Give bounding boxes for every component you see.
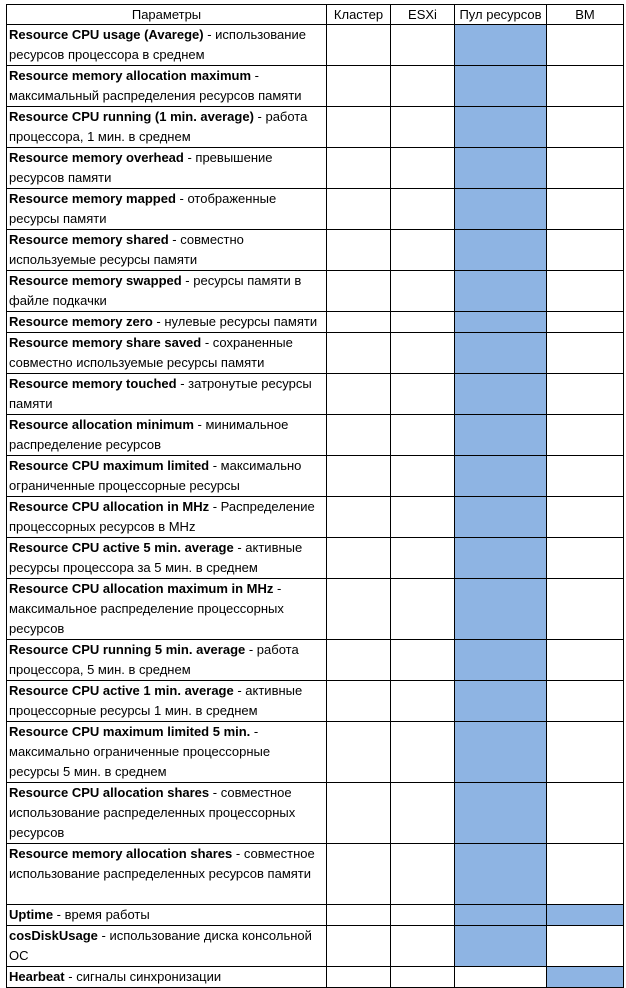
parameter-description: - работа процессора, 1 мин. в среднем <box>9 109 308 144</box>
parameter-name: Resource memory mapped <box>9 191 176 206</box>
resource-pool-cell <box>455 640 547 681</box>
parameter-cell <box>7 66 327 107</box>
resource-pool-cell <box>455 415 547 456</box>
resource-pool-cell <box>455 722 547 783</box>
table-row <box>7 722 624 783</box>
parameter-cell <box>7 538 327 579</box>
parameter-description: - превышение ресурсов памяти <box>9 150 273 185</box>
cluster-cell <box>327 783 391 844</box>
parameter-cell <box>7 497 327 538</box>
resource-pool-cell <box>455 456 547 497</box>
table-row <box>7 148 624 189</box>
cluster-cell <box>327 905 391 926</box>
esxi-cell <box>391 538 455 579</box>
resource-pool-cell <box>455 25 547 66</box>
cluster-cell <box>327 230 391 271</box>
cluster-cell <box>327 681 391 722</box>
vm-cell <box>547 579 624 640</box>
resource-pool-cell <box>455 271 547 312</box>
resource-pool-cell <box>455 312 547 333</box>
cluster-cell <box>327 497 391 538</box>
cluster-cell <box>327 640 391 681</box>
parameter-name: Resource memory share saved <box>9 335 202 350</box>
parameter-name: Resource CPU maximum limited 5 min. <box>9 724 251 739</box>
esxi-cell <box>391 66 455 107</box>
parameter-cell <box>7 905 327 926</box>
header-vm: ВМ <box>547 5 624 25</box>
esxi-cell <box>391 415 455 456</box>
cluster-cell <box>327 722 391 783</box>
table-row <box>7 25 624 66</box>
esxi-cell <box>391 271 455 312</box>
parameters-table-container <box>6 4 624 988</box>
table-row <box>7 497 624 538</box>
parameter-name: Resource CPU running 5 min. average <box>9 642 246 657</box>
vm-cell <box>547 25 624 66</box>
table-row <box>7 230 624 271</box>
vm-cell <box>547 66 624 107</box>
table-row <box>7 844 624 905</box>
resource-pool-cell <box>455 783 547 844</box>
cluster-cell <box>327 271 391 312</box>
cluster-cell <box>327 415 391 456</box>
vm-cell <box>547 230 624 271</box>
table-row <box>7 333 624 374</box>
parameter-name: Resource CPU allocation in MHz <box>9 499 210 514</box>
parameter-description: - совместное использование распределенных процессорных ресурсов <box>9 785 296 840</box>
esxi-cell <box>391 640 455 681</box>
parameter-description: - нулевые ресурсы памяти <box>152 314 318 329</box>
header-parameters: Параметры <box>7 5 327 25</box>
parameter-description: - затронутые ресурсы памяти <box>9 376 312 411</box>
esxi-cell <box>391 189 455 230</box>
parameter-description: - совместное использование распределенных ресурсов памяти <box>9 846 315 881</box>
parameter-cell <box>7 579 327 640</box>
parameter-description: - активные процессорные ресурсы 1 мин. в среднем <box>9 683 303 718</box>
parameter-cell <box>7 312 327 333</box>
resource-pool-cell <box>455 148 547 189</box>
vm-cell <box>547 374 624 415</box>
parameter-description: - максимально ограниченные процессорные ресурсы <box>9 458 302 493</box>
vm-cell <box>547 640 624 681</box>
esxi-cell <box>391 579 455 640</box>
parameter-name: cosDiskUsage <box>9 928 98 943</box>
esxi-cell <box>391 722 455 783</box>
parameter-description: - использование диска консольной ОС <box>9 928 312 963</box>
parameter-description: - время работы <box>53 907 150 922</box>
resource-pool-cell <box>455 538 547 579</box>
parameter-cell <box>7 107 327 148</box>
resource-pool-cell <box>455 66 547 107</box>
parameter-cell <box>7 783 327 844</box>
esxi-cell <box>391 456 455 497</box>
parameter-description: - работа процессора, 5 мин. в среднем <box>9 642 299 677</box>
header-cluster: Кластер <box>327 5 391 25</box>
table-row <box>7 783 624 844</box>
parameter-name: Resource allocation minimum <box>9 417 194 432</box>
resource-pool-cell <box>455 905 547 926</box>
vm-cell <box>547 271 624 312</box>
cluster-cell <box>327 374 391 415</box>
vm-cell <box>547 107 624 148</box>
vm-cell <box>547 538 624 579</box>
vm-cell <box>547 722 624 783</box>
cluster-cell <box>327 312 391 333</box>
parameter-description: - использование ресурсов процессора в среднем <box>9 27 306 62</box>
table-row <box>7 271 624 312</box>
parameter-description: - минимальное распределение ресурсов <box>9 417 289 452</box>
resource-pool-cell <box>455 333 547 374</box>
resource-pool-cell <box>455 579 547 640</box>
parameter-description: - максимальный распределения ресурсов памяти <box>9 68 302 103</box>
parameter-name: Resource memory overhead <box>9 150 184 165</box>
parameter-cell <box>7 926 327 967</box>
esxi-cell <box>391 681 455 722</box>
vm-cell <box>547 681 624 722</box>
parameter-name: Resource CPU active 1 min. average <box>9 683 234 698</box>
parameter-cell <box>7 333 327 374</box>
table-row <box>7 456 624 497</box>
esxi-cell <box>391 844 455 905</box>
table-row <box>7 681 624 722</box>
resource-pool-cell <box>455 497 547 538</box>
table-row <box>7 579 624 640</box>
parameter-name: Resource CPU allocation shares <box>9 785 210 800</box>
parameter-name: Resource CPU usage (Avarege) <box>9 27 204 42</box>
parameter-description: - совместно используемые ресурсы памяти <box>9 232 244 267</box>
esxi-cell <box>391 497 455 538</box>
table-row <box>7 967 624 988</box>
parameter-description: - Распределение процессорных ресурсов в MHz <box>9 499 315 534</box>
vm-cell <box>547 333 624 374</box>
parameter-cell <box>7 722 327 783</box>
parameter-description: - отображенные ресурсы памяти <box>9 191 277 226</box>
parameter-cell <box>7 374 327 415</box>
esxi-cell <box>391 374 455 415</box>
table-row <box>7 415 624 456</box>
parameter-name: Resource CPU maximum limited <box>9 458 210 473</box>
parameter-cell <box>7 844 327 905</box>
header-resource-pool: Пул ресурсов <box>455 5 547 25</box>
header-row <box>7 5 624 25</box>
vm-cell <box>547 783 624 844</box>
parameter-cell <box>7 271 327 312</box>
parameter-name: Resource CPU active 5 min. average <box>9 540 234 555</box>
parameter-description: - максимальное распределение процессорных ресурсов <box>9 581 284 636</box>
parameter-description: - сигналы синхронизации <box>64 969 222 984</box>
cluster-cell <box>327 456 391 497</box>
parameter-name: Resource memory swapped <box>9 273 182 288</box>
table-row <box>7 374 624 415</box>
parameter-name: Resource memory shared <box>9 232 169 247</box>
resource-pool-cell <box>455 107 547 148</box>
table-row <box>7 640 624 681</box>
resource-pool-cell <box>455 189 547 230</box>
esxi-cell <box>391 926 455 967</box>
vm-cell <box>547 905 624 926</box>
vm-cell <box>547 497 624 538</box>
parameter-cell <box>7 148 327 189</box>
esxi-cell <box>391 107 455 148</box>
vm-cell <box>547 456 624 497</box>
vm-cell <box>547 415 624 456</box>
table-row <box>7 538 624 579</box>
parameter-cell <box>7 415 327 456</box>
cluster-cell <box>327 66 391 107</box>
parameters-table <box>6 4 624 988</box>
cluster-cell <box>327 25 391 66</box>
resource-pool-cell <box>455 374 547 415</box>
table-row <box>7 905 624 926</box>
parameter-name: Resource CPU running (1 min. average) <box>9 109 254 124</box>
parameter-cell <box>7 230 327 271</box>
esxi-cell <box>391 333 455 374</box>
resource-pool-cell <box>455 967 547 988</box>
parameter-name: Resource memory allocation shares <box>9 846 233 861</box>
cluster-cell <box>327 107 391 148</box>
cluster-cell <box>327 148 391 189</box>
esxi-cell <box>391 783 455 844</box>
table-row <box>7 66 624 107</box>
cluster-cell <box>327 579 391 640</box>
parameter-cell <box>7 189 327 230</box>
parameter-name: Uptime <box>9 907 54 922</box>
esxi-cell <box>391 25 455 66</box>
cluster-cell <box>327 844 391 905</box>
parameter-cell <box>7 25 327 66</box>
parameter-description: - максимально ограниченные процессорные ресурсы 5 мин. в среднем <box>9 724 271 779</box>
vm-cell <box>547 926 624 967</box>
vm-cell <box>547 844 624 905</box>
vm-cell <box>547 189 624 230</box>
parameter-description: - активные ресурсы процессора за 5 мин. в среднем <box>9 540 303 575</box>
esxi-cell <box>391 148 455 189</box>
vm-cell <box>547 148 624 189</box>
parameter-cell <box>7 681 327 722</box>
parameter-cell <box>7 456 327 497</box>
header-esxi: ESXi <box>391 5 455 25</box>
resource-pool-cell <box>455 926 547 967</box>
parameter-name: Hearbeat <box>9 969 65 984</box>
vm-cell <box>547 967 624 988</box>
table-row <box>7 926 624 967</box>
table-row <box>7 189 624 230</box>
parameter-name: Resource memory allocation maximum <box>9 68 252 83</box>
esxi-cell <box>391 967 455 988</box>
esxi-cell <box>391 230 455 271</box>
parameter-cell <box>7 640 327 681</box>
parameter-name: Resource CPU allocation maximum in MHz <box>9 581 274 596</box>
esxi-cell <box>391 905 455 926</box>
cluster-cell <box>327 967 391 988</box>
parameter-description: - ресурсы памяти в файле подкачки <box>9 273 302 308</box>
parameter-name: Resource memory touched <box>9 376 177 391</box>
parameter-cell <box>7 967 327 988</box>
table-row <box>7 107 624 148</box>
cluster-cell <box>327 538 391 579</box>
resource-pool-cell <box>455 844 547 905</box>
vm-cell <box>547 312 624 333</box>
cluster-cell <box>327 333 391 374</box>
esxi-cell <box>391 312 455 333</box>
cluster-cell <box>327 189 391 230</box>
resource-pool-cell <box>455 230 547 271</box>
parameter-description: - сохраненные совместно используемые ресурсы памяти <box>9 335 293 370</box>
cluster-cell <box>327 926 391 967</box>
table-row <box>7 312 624 333</box>
parameter-name: Resource memory zero <box>9 314 153 329</box>
resource-pool-cell <box>455 681 547 722</box>
